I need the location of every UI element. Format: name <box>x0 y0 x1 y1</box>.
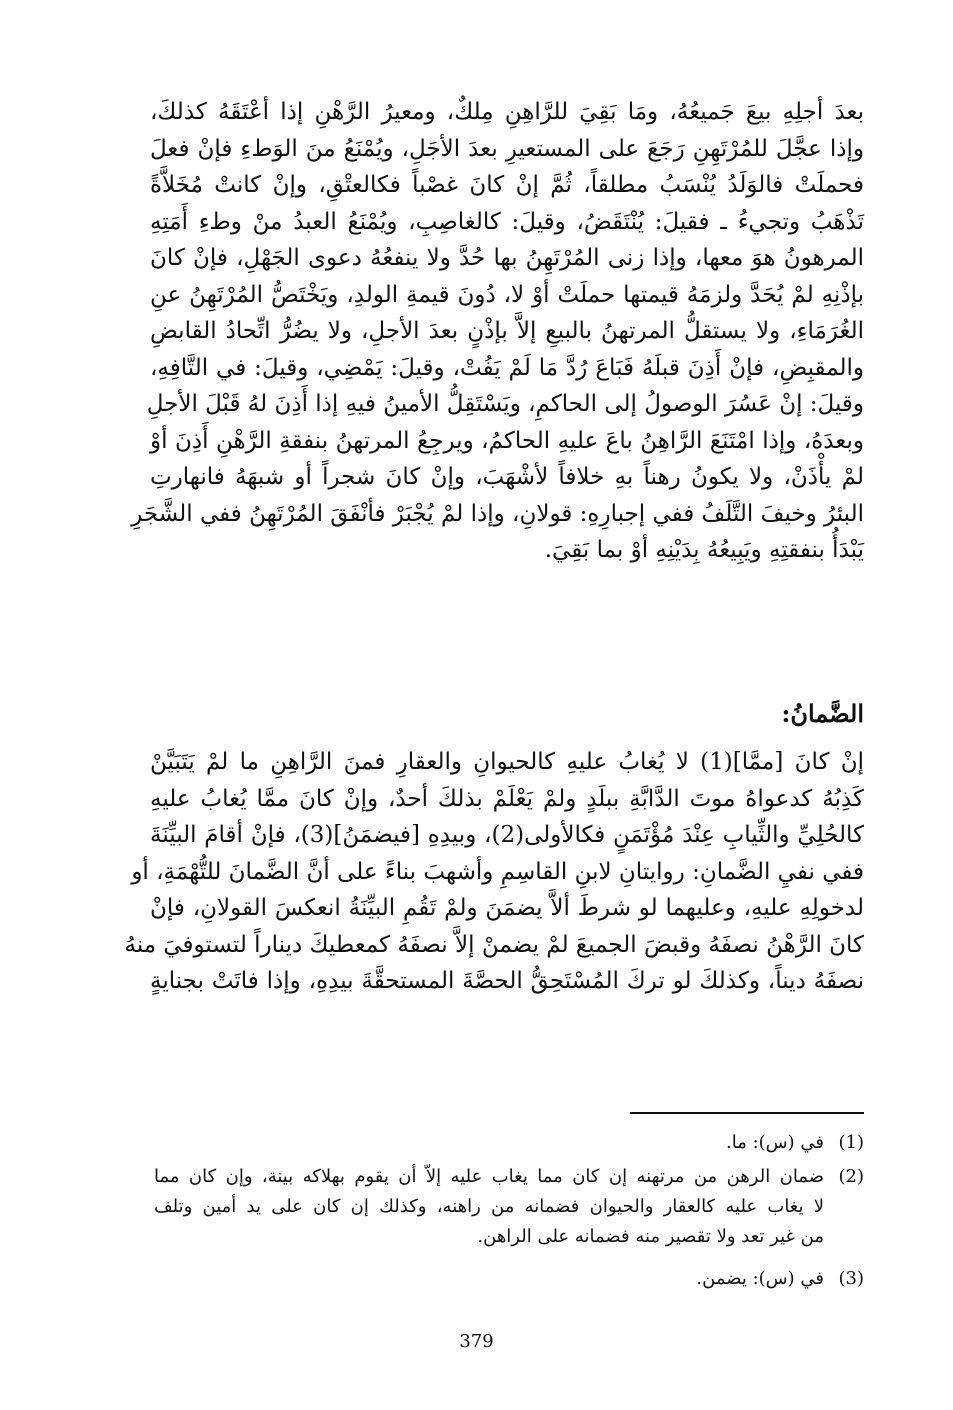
text-line: وقيلَ: إنْ عَسُرَ الوصولُ إلى الحاكمِ، ويَسْتَقِلُّ الأمينُ فيهِ إذا أَذِنَ لهُ قَبْلَ الأجلِ <box>146 391 864 417</box>
footnote-line: لا يغاب عليه كالعقار والحيوان فضمانه من راهنه، وكذلك إن كان على يد أمين وتلف <box>154 1196 824 1217</box>
footnote-1 <box>154 1128 864 1158</box>
footnote-3 <box>154 1264 864 1294</box>
footnote-number: (1) <box>838 1132 864 1153</box>
page-number: 379 <box>459 1331 494 1352</box>
text-line: لمْ يأْذَنْ، ولا يكونُ رهناً بهِ خلافاً لأشْهَبَ، وإنْ كانَ شجراً أو شبهَهُ فانهارتِ <box>150 464 864 490</box>
text-line: إنْ كانَ [ممَّا](1) لا يُغابُ عليهِ كالحيوانِ والعقارِ فمنَ الرَّاهِنِ ما لمْ يَتَبَيَّنْ <box>150 749 864 775</box>
text-line: نصفَهُ ديناً، وكذلكَ لو تركَ المُسْتَحِقُّ الحصَّةَ المستحقَّةَ بيدِهِ، وإذا فاتَتْ بجنايةٍ <box>150 968 864 994</box>
text-line: والمقبِضِ، فإنْ أَذِنَ قبلَهُ فَبَاعَ رُدَّ مَا لَمْ يَفُتْ، وقيلَ: يَمْضِي، وقيلَ: في التَّافِهِ، <box>150 354 864 381</box>
text-line: كَذِبُهُ كدعواهُ موتَ الدَّابَّةِ ببلَدٍ ولمْ يَعْلَمْ بذلكَ أحدٌ، وإنْ كانَ ممَّا يُغابُ عليهِ <box>150 785 864 812</box>
text-line: المرهونُ هوَ معها، وإذا زنى المُرْتَهِنُ بها حُدَّ ولا ينفعُهُ دعوى الجَهْلِ، فإنْ كانَ <box>150 245 864 271</box>
text-line: الغُرَمَاءِ، ولا يستقلُّ المرتهنُ بالبيعِ إلاَّ بإذْنٍ بعدَ الأجلِ، ولا يضُرُّ اتِّحادُ القابضِ <box>150 318 864 344</box>
text-line: كانَ الرَّهْنُ نصفَهُ وقبضَ الجميعَ لمْ يضمنْ إلاَّ نصفَهُ كمعطيكَ ديناراً لتستوفيَ منهُ <box>124 931 864 958</box>
text-line: لدخولِهِ عليهِ، وعليهما لو شرطَ ألاَّ يضمَنَ ولمْ تَقُمِ البيِّنَةُ انعكسَ القولانِ، فإنْ <box>150 895 864 921</box>
main-paragraph-1 <box>131 94 864 569</box>
text-line: كالحُلِيِّ والثِّيابِ عِنْدَ مُؤْتَمَنٍ فكالأولى(2)، وبيدِهِ [فيضمَنُ](3)، فإنْ أقامَ البيِّنَةَ <box>150 822 864 848</box>
text-line: وبعدَهُ، وإذا امْتَنَعَ الرَّاهِنُ باعَ عليهِ الحاكمُ، ويرجِعُ المرتهنُ بنفقةِ الرَّهْنِ أَذِنَ أوْ <box>150 427 864 454</box>
text-line: بإذْنِهِ لمْ يُحَدَّ ولزمَهُ قيمتها حملَتْ أوْ لا، دُونَ قيمةِ الولدِ، ويَخْتَصُّ المُرْتَهِنُ عنِ <box>150 281 864 308</box>
footnote-separator <box>630 1112 864 1114</box>
footnote-line: في (س): يضمن. <box>696 1268 824 1289</box>
footnote-line: في (س): ما. <box>726 1132 824 1153</box>
footnote-number: (3) <box>838 1268 864 1289</box>
section-heading: الضَّمانُ: <box>781 699 864 728</box>
text-line: بعدَ أجلِهِ بيعَ جَميعُهُ، ومَا بَقِيَ للرَّاهِنِ مِلكٌ، ومعيرُ الرَّهْنِ إذا أعْتَقَهُ كذلكَ، <box>150 99 864 125</box>
text-line: تَذْهَبُ وتجيءُ ـ فقيلَ: يُنْتَقَضُ، وقيلَ: كالغاصِبِ، ويُمْنَعُ العبدُ منْ وطءِ أَمَتِهِ <box>150 208 864 235</box>
text-line: يَبْدَأُ بنفقتِهِ ويَبِيعُهُ بِدَيْنِهِ أوْ بما بَقِيَ. <box>544 537 864 563</box>
main-paragraph-2 <box>124 744 864 1000</box>
text-line: البئرُ وخيفَ التَّلَفُ ففي إجبارِهِ: قولانِ، وإذا لمْ يُجْبَرْ فأنْفَقَ المُرْتَهِنُ ففي الشَّجَرِ <box>131 500 864 527</box>
footnote-2 <box>154 1162 864 1252</box>
footnote-number: (2) <box>838 1166 864 1187</box>
text-line: وإذا عجَّلَ للمُرْتَهِنِ رَجَعَ على المستعيرِ بعدَ الأجَلِ، ويُمْنَعُ منَ الوَطءِ فإنْ فعلَ <box>150 135 864 162</box>
footnotes <box>154 1128 864 1294</box>
footnote-line: من غير تعد ولا تقصير منه فضمانه على الراهن. <box>477 1226 824 1247</box>
text-line: ففي نفيِ الضَّمانِ: روايتانِ لابنِ القاسِمِ وأشهبَ بناءً على أنَّ الضَّمانَ للتُّهْمَةِ، أو <box>131 858 864 885</box>
footnote-line: ضمان الرهن من مرتهنه إن كان مما يغاب عليه إلاّ أن يقوم بهلاكه بينة، وإن كان مما <box>154 1166 824 1187</box>
text-line: فحملَتْ فالوَلَدُ يُنْسَبُ مطلقاً، ثُمَّ إنْ كانَ غصْباً فكالعتْقِ، وإنْ كانتْ مُخَلاَّةً <box>150 172 864 198</box>
